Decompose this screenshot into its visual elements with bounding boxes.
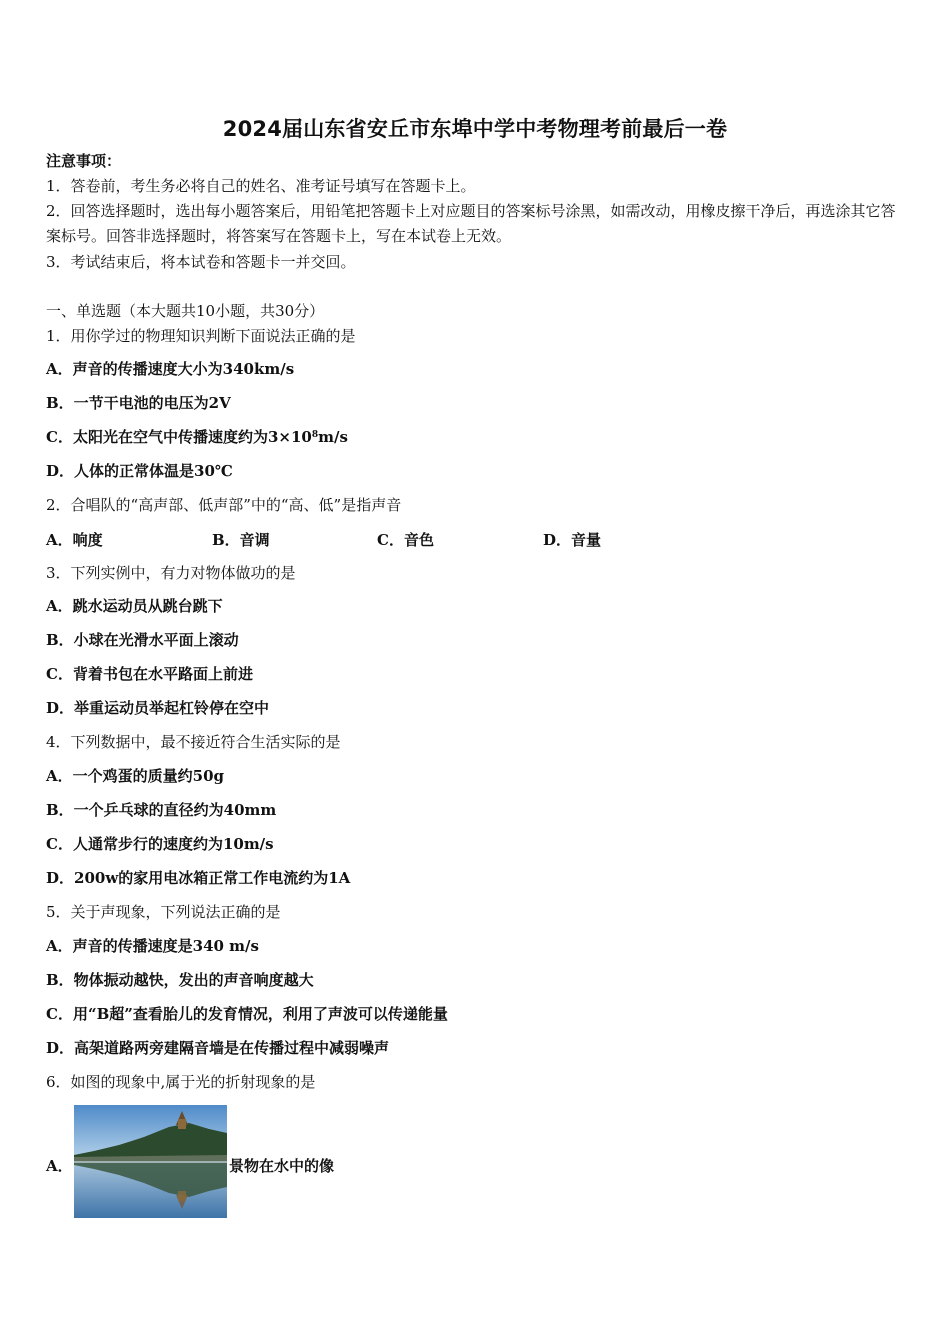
question-1-option-d: D．人体的正常体温是30℃ (46, 462, 233, 480)
question-1-option-b: B．一节干电池的电压为2V (46, 394, 231, 412)
question-4-option-a: A．一个鸡蛋的质量约50g (46, 767, 225, 785)
question-3-option-b: B．小球在光滑水平面上滚动 (46, 631, 239, 649)
option-c-unit: m/s (318, 428, 348, 446)
question-4-option-d: D．200w的家用电冰箱正常工作电流约为1A (46, 869, 351, 887)
note-item-1: 1．答卷前，考生务必将自己的姓名、准考证号填写在答题卡上。 (46, 177, 476, 195)
option-c-text: C．太阳光在空气中传播速度约为3×10 (46, 428, 312, 446)
question-4-option-c: C．人通常步行的速度约为10m/s (46, 835, 274, 853)
question-2-option-b: B．音调 (212, 531, 270, 549)
question-4-stem: 4．下列数据中，最不接近符合生活实际的是 (46, 733, 341, 751)
question-5-option-b: B．物体振动越快，发出的声音响度越大 (46, 971, 314, 989)
question-1-stem: 1．用你学过的物理知识判断下面说法正确的是 (46, 327, 356, 345)
question-1-option-c (46, 428, 348, 446)
question-2-option-d: D．音量 (543, 531, 602, 549)
question-5-option-c: C．用“B超”查看胎儿的发育情况，利用了声波可以传递能量 (46, 1005, 448, 1023)
question-5-stem: 5．关于声现象，下列说法正确的是 (46, 903, 281, 921)
question-5-option-a: A．声音的传播速度是340 m/s (46, 937, 259, 955)
question-6-stem: 6．如图的现象中,属于光的折射现象的是 (46, 1073, 316, 1091)
section-heading: 一、单选题（本大题共10小题，共30分） (46, 302, 325, 320)
question-2-stem: 2．合唱队的“高声部、低声部”中的“高、低”是指声音 (46, 496, 402, 514)
question-3-stem: 3．下列实例中，有力对物体做功的是 (46, 564, 296, 582)
question-1-option-a: A．声音的传播速度大小为340km/s (46, 360, 295, 378)
note-item-2: 2．回答选择题时，选出每小题答案后，用铅笔把答题卡上对应题目的答案标号涂黑，如需改动，用橡皮擦干净后，再选涂其它答案标号。回答非选择题时，将答案写在答题卡上，写在本试卷上无效。 (46, 202, 896, 245)
question-5-option-d: D．高架道路两旁建隔音墙是在传播过程中减弱噪声 (46, 1039, 390, 1057)
question-6-option-a-label: A． (46, 1157, 73, 1175)
question-6-option-a-text: 景物在水中的像 (229, 1157, 335, 1175)
question-3-option-a: A．跳水运动员从跳台跳下 (46, 597, 223, 615)
question-2-options (46, 529, 846, 549)
note-item-3: 3．考试结束后，将本试卷和答题卡一并交回。 (46, 253, 356, 271)
question-2-option-c: C．音色 (377, 531, 434, 549)
landscape-reflection-photo (74, 1105, 227, 1218)
question-4-option-b: B．一个乒乓球的直径约为40mm (46, 801, 277, 819)
page-title: 2024届山东省安丘市东埠中学中考物理考前最后一卷 (222, 117, 728, 141)
exponent: 8 (311, 430, 319, 440)
question-2-option-a: A．响度 (46, 531, 103, 549)
question-3-option-d: D．举重运动员举起杠铃停在空中 (46, 699, 270, 717)
question-3-option-c: C．背着书包在水平路面上前进 (46, 665, 253, 683)
notes-heading: 注意事项： (46, 152, 122, 170)
